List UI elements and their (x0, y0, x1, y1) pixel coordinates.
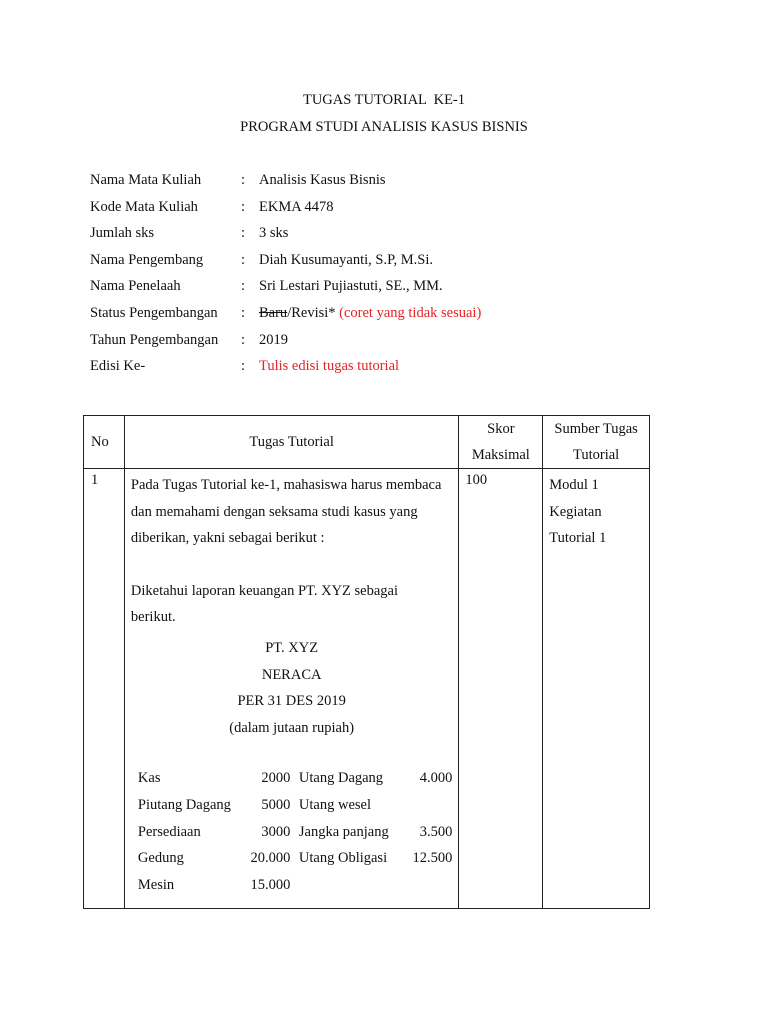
liability-amount: 4.000 (419, 770, 453, 787)
task-line: berikut. (130, 609, 176, 626)
balance-sheet-heading (131, 635, 453, 741)
source-line: Kegiatan (549, 503, 602, 520)
asset-name: Persediaan (137, 824, 201, 841)
info-label: Nama Penelaah (90, 278, 181, 295)
info-value: 3 sks (259, 225, 289, 242)
document-title: TUGAS TUTORIAL KE-1 (302, 92, 466, 108)
info-colon: : (241, 304, 246, 321)
info-value: Diah Kusumayanti, S.P, M.Si. (259, 251, 434, 268)
asset-name: Mesin (137, 877, 175, 894)
liability-name: Utang Dagang (298, 770, 384, 787)
report-unit: (dalam jutaan rupiah) (229, 719, 355, 736)
row-source (543, 469, 650, 909)
row-no: 1 (84, 469, 125, 909)
info-colon: : (241, 278, 246, 295)
info-colon: : (241, 172, 246, 188)
company-name: PT. XYZ (265, 639, 319, 656)
row-skor: 100 (459, 469, 543, 909)
asset-amount: 3000 (261, 824, 291, 841)
liability-name: Utang wesel (298, 797, 371, 814)
status-note: (coret yang tidak sesuai) (335, 304, 482, 321)
info-value: EKMA 4478 (259, 198, 334, 215)
report-name: NERACA (261, 666, 322, 683)
task-line: dan memahami dengan seksama studi kasus yang (130, 503, 418, 520)
info-colon: : (241, 198, 246, 215)
info-label: Edisi Ke- (90, 358, 146, 375)
asset-name: Kas (137, 770, 161, 787)
info-label: Kode Mata Kuliah (90, 198, 198, 215)
liability-amount: 12.500 (412, 850, 453, 867)
header-skor-line2: Maksimal (471, 447, 530, 463)
row-task (124, 469, 459, 909)
info-label: Nama Mata Kuliah (90, 172, 202, 188)
info-label: Tahun Pengembangan (90, 331, 219, 348)
asset-amount: 15.000 (250, 877, 291, 894)
header-source (543, 416, 650, 469)
info-label: Jumlah sks (90, 225, 155, 242)
table-header-row (84, 416, 650, 469)
header-skor (459, 416, 543, 469)
source-line: Tutorial 1 (549, 530, 607, 547)
info-row (90, 225, 690, 252)
table-row (84, 469, 650, 909)
asset-amount: 2000 (261, 770, 291, 787)
info-value: Sri Lestari Pujiastuti, SE., MM. (259, 278, 443, 295)
status-option: /Revisi* (287, 304, 336, 321)
info-label: Nama Pengembang (90, 251, 204, 268)
source-line: Modul 1 (549, 477, 599, 493)
task-line: Pada Tugas Tutorial ke-1, mahasiswa harus membaca (130, 477, 442, 493)
asset-name: Gedung (137, 850, 184, 867)
info-colon: : (241, 358, 246, 375)
balance-sheet (131, 765, 459, 907)
header-source-line1: Sumber Tugas (554, 421, 638, 437)
course-info (90, 172, 690, 385)
liability-name: Utang Obligasi (298, 850, 388, 867)
info-value: Analisis Kasus Bisnis (259, 172, 386, 188)
tutorial-table (83, 415, 650, 909)
info-row (90, 358, 690, 385)
task-line: Diketahui laporan keuangan PT. XYZ sebagai (130, 582, 398, 599)
info-row (90, 332, 690, 359)
info-value (259, 305, 481, 322)
report-period: PER 31 DES 2019 (237, 693, 346, 710)
info-colon: : (241, 331, 246, 348)
asset-name: Piutang Dagang (137, 797, 231, 814)
info-label: Status Pengembangan (90, 304, 218, 321)
document-subtitle: PROGRAM STUDI ANALISIS KASUS BISNIS (240, 119, 528, 135)
header-source-line2: Tutorial (573, 447, 620, 463)
header-task: Tugas Tutorial (124, 416, 459, 469)
info-colon: : (241, 225, 246, 242)
info-row (90, 252, 690, 279)
info-value: 2019 (259, 331, 288, 348)
asset-amount: 5000 (261, 797, 291, 814)
liability-amount: 3.500 (419, 824, 453, 841)
header-no: No (84, 416, 125, 469)
task-line: diberikan, yakni sebagai berikut : (130, 530, 325, 547)
info-colon: : (241, 251, 246, 268)
info-row (90, 172, 690, 199)
struck-option: Baru (259, 304, 288, 321)
info-row (90, 278, 690, 305)
info-row (90, 305, 690, 332)
liability-name: Jangka panjang (298, 824, 389, 841)
header-skor-line1: Skor (487, 421, 515, 437)
info-value: Tulis edisi tugas tutorial (259, 358, 400, 375)
info-row (90, 199, 690, 226)
asset-amount: 20.000 (250, 850, 291, 867)
